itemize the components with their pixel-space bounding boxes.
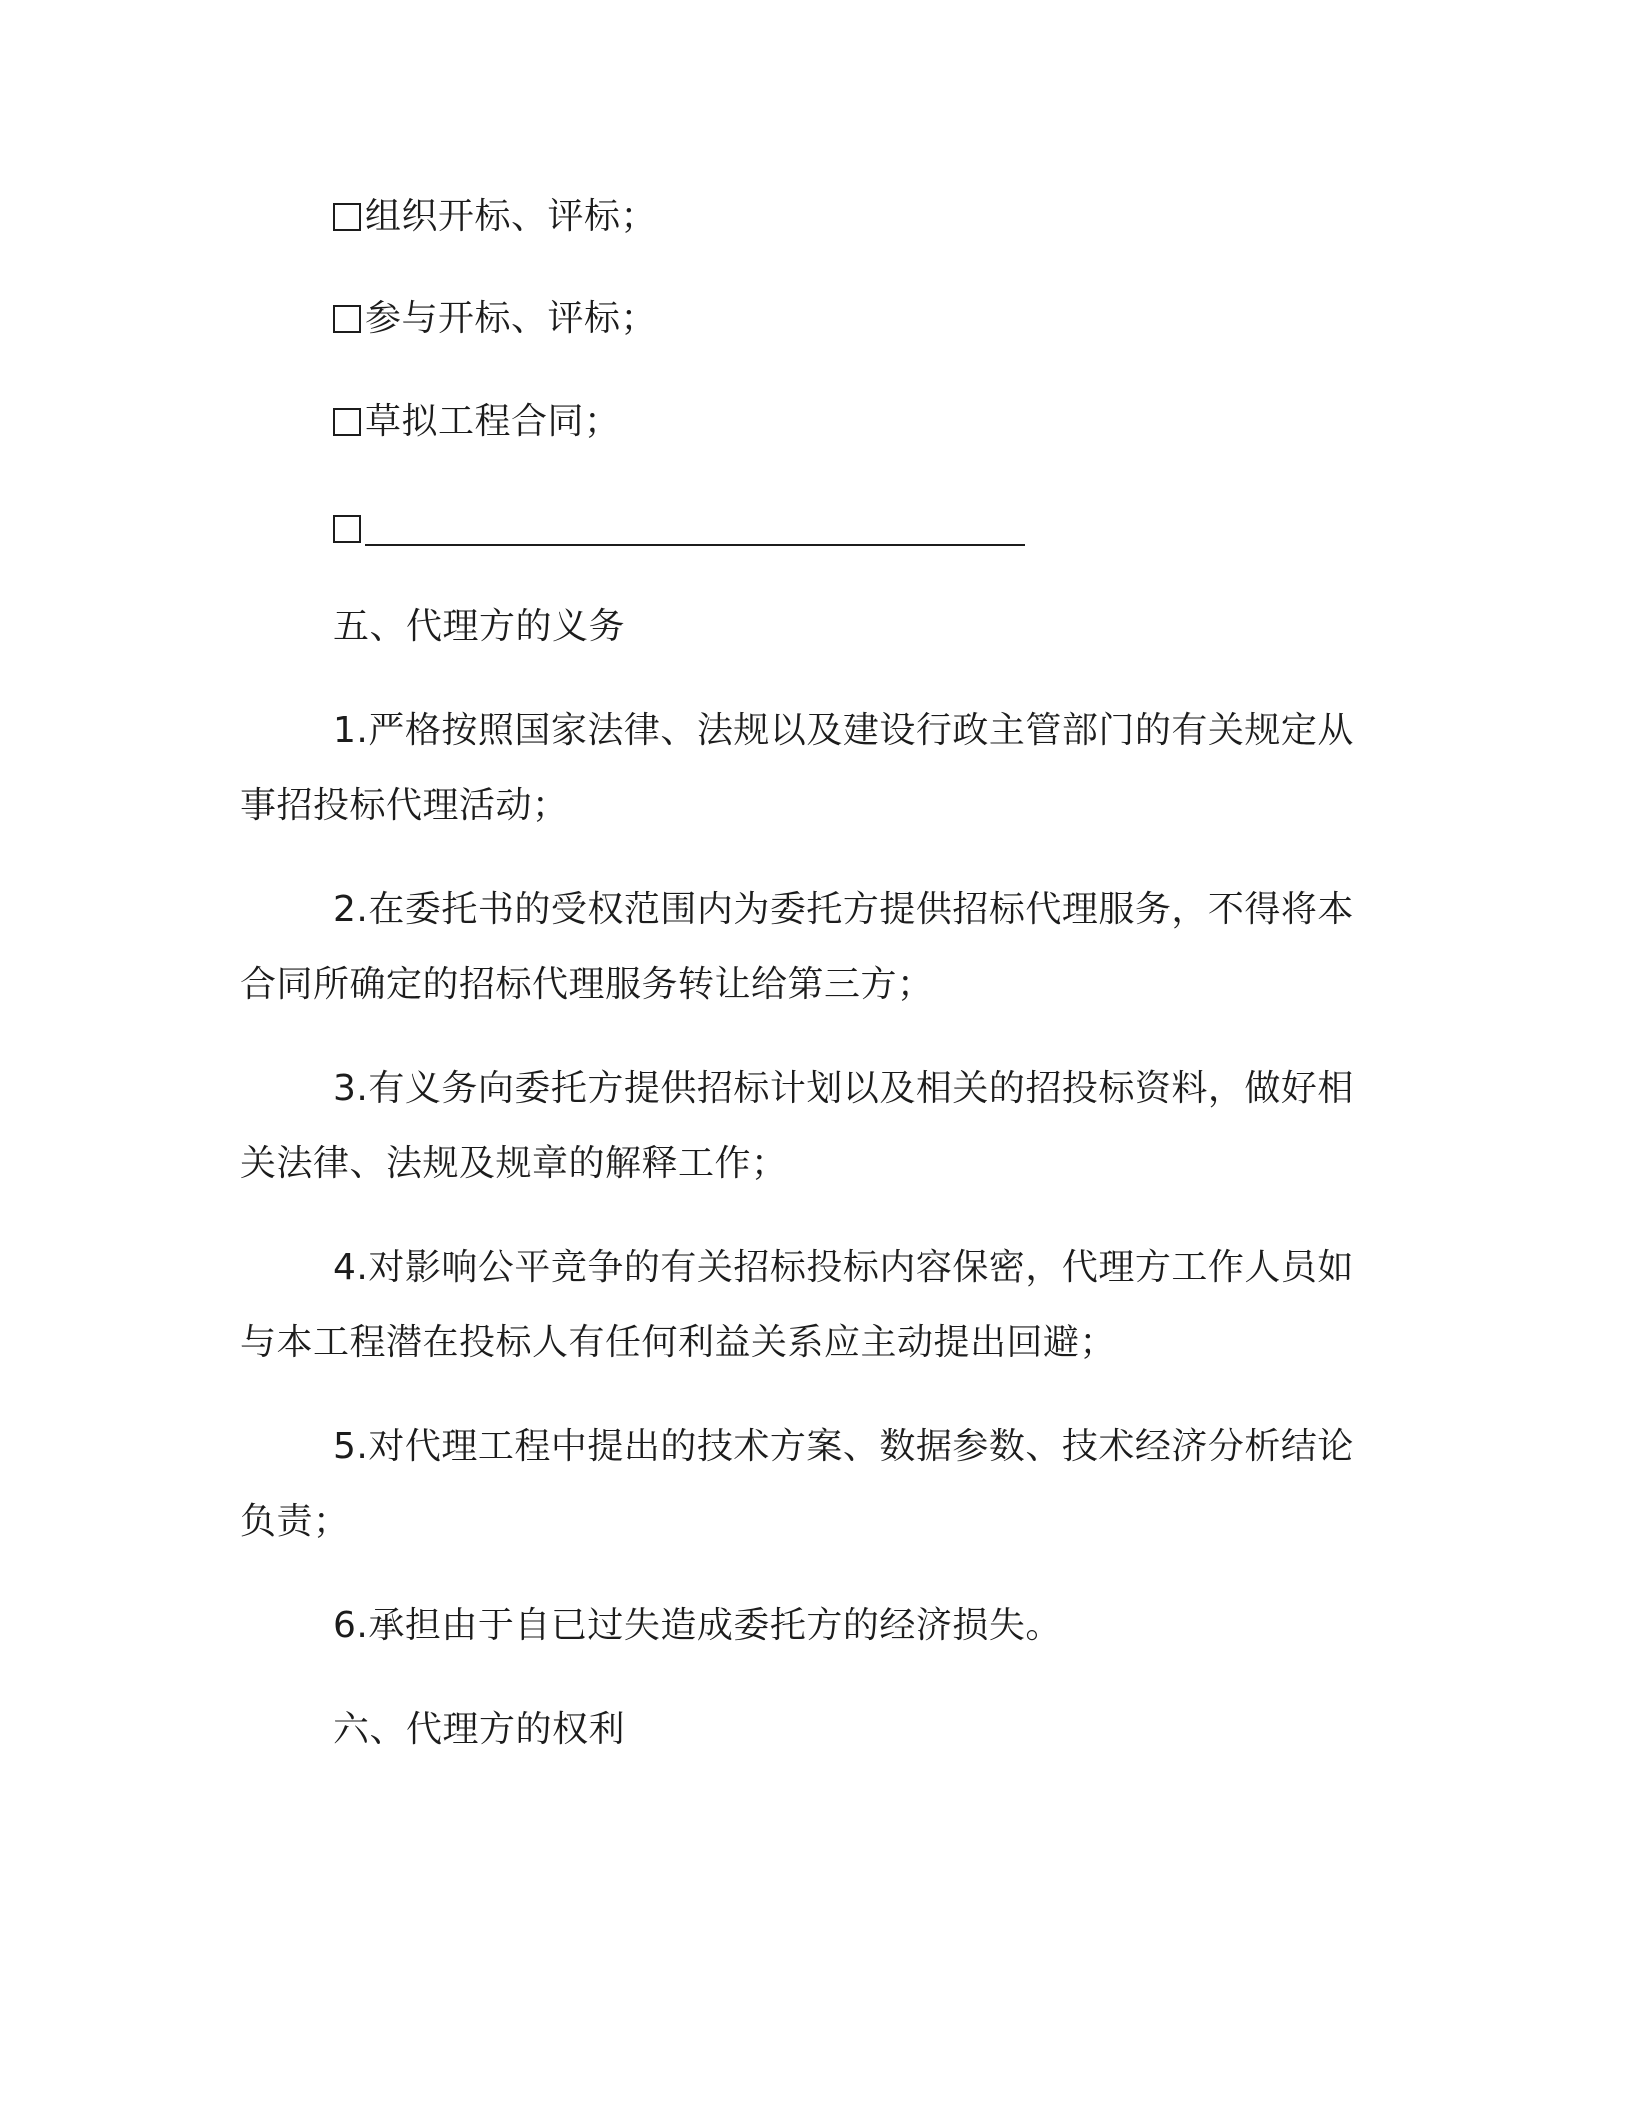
checkbox-icon[interactable] (333, 305, 361, 333)
obligation-3-line2: 关法律、法规及规章的解释工作； (240, 1143, 788, 1184)
obligation-5-line2: 负责； (240, 1501, 350, 1542)
section-heading-obligations: 五、代理方的义务 (333, 606, 626, 647)
obligation-5-line1: 5.对代理工程中提出的技术方案、数据参数、技术经济分析结论 (333, 1426, 1354, 1467)
obligation-4-line1: 4.对影响公平竞争的有关招标投标内容保密，代理方工作人员如 (333, 1247, 1354, 1288)
obligation-3-line1: 3.有义务向委托方提供招标计划以及相关的招投标资料，做好相 (333, 1068, 1354, 1109)
blank-fill-line[interactable] (365, 510, 1025, 546)
obligation-1-line2: 事招投标代理活动； (240, 785, 569, 826)
checklist-label: 参与开标、评标； (365, 298, 658, 339)
checklist-label: 草拟工程合同； (365, 401, 621, 442)
checklist-item-organize-opening (333, 193, 657, 241)
checkbox-icon[interactable] (333, 203, 361, 231)
checkbox-icon[interactable] (333, 408, 361, 436)
obligation-6-line1: 6.承担由于自已过失造成委托方的经济损失。 (333, 1605, 1062, 1646)
checklist-item-blank (333, 505, 1025, 553)
obligation-4-line2: 与本工程潜在投标人有任何利益关系应主动提出回避； (240, 1322, 1117, 1363)
checkbox-icon[interactable] (333, 515, 361, 543)
section-heading-rights: 六、代理方的权利 (333, 1709, 626, 1750)
obligation-1-line1: 1.严格按照国家法律、法规以及建设行政主管部门的有关规定从 (333, 710, 1354, 751)
checklist-label: 组织开标、评标； (365, 196, 658, 237)
checklist-item-draft-contract (333, 398, 621, 446)
obligation-2-line1: 2.在委托书的受权范围内为委托方提供招标代理服务，不得将本 (333, 889, 1354, 930)
obligation-2-line2: 合同所确定的招标代理服务转让给第三方； (240, 964, 934, 1005)
checklist-item-participate-opening (333, 295, 657, 343)
